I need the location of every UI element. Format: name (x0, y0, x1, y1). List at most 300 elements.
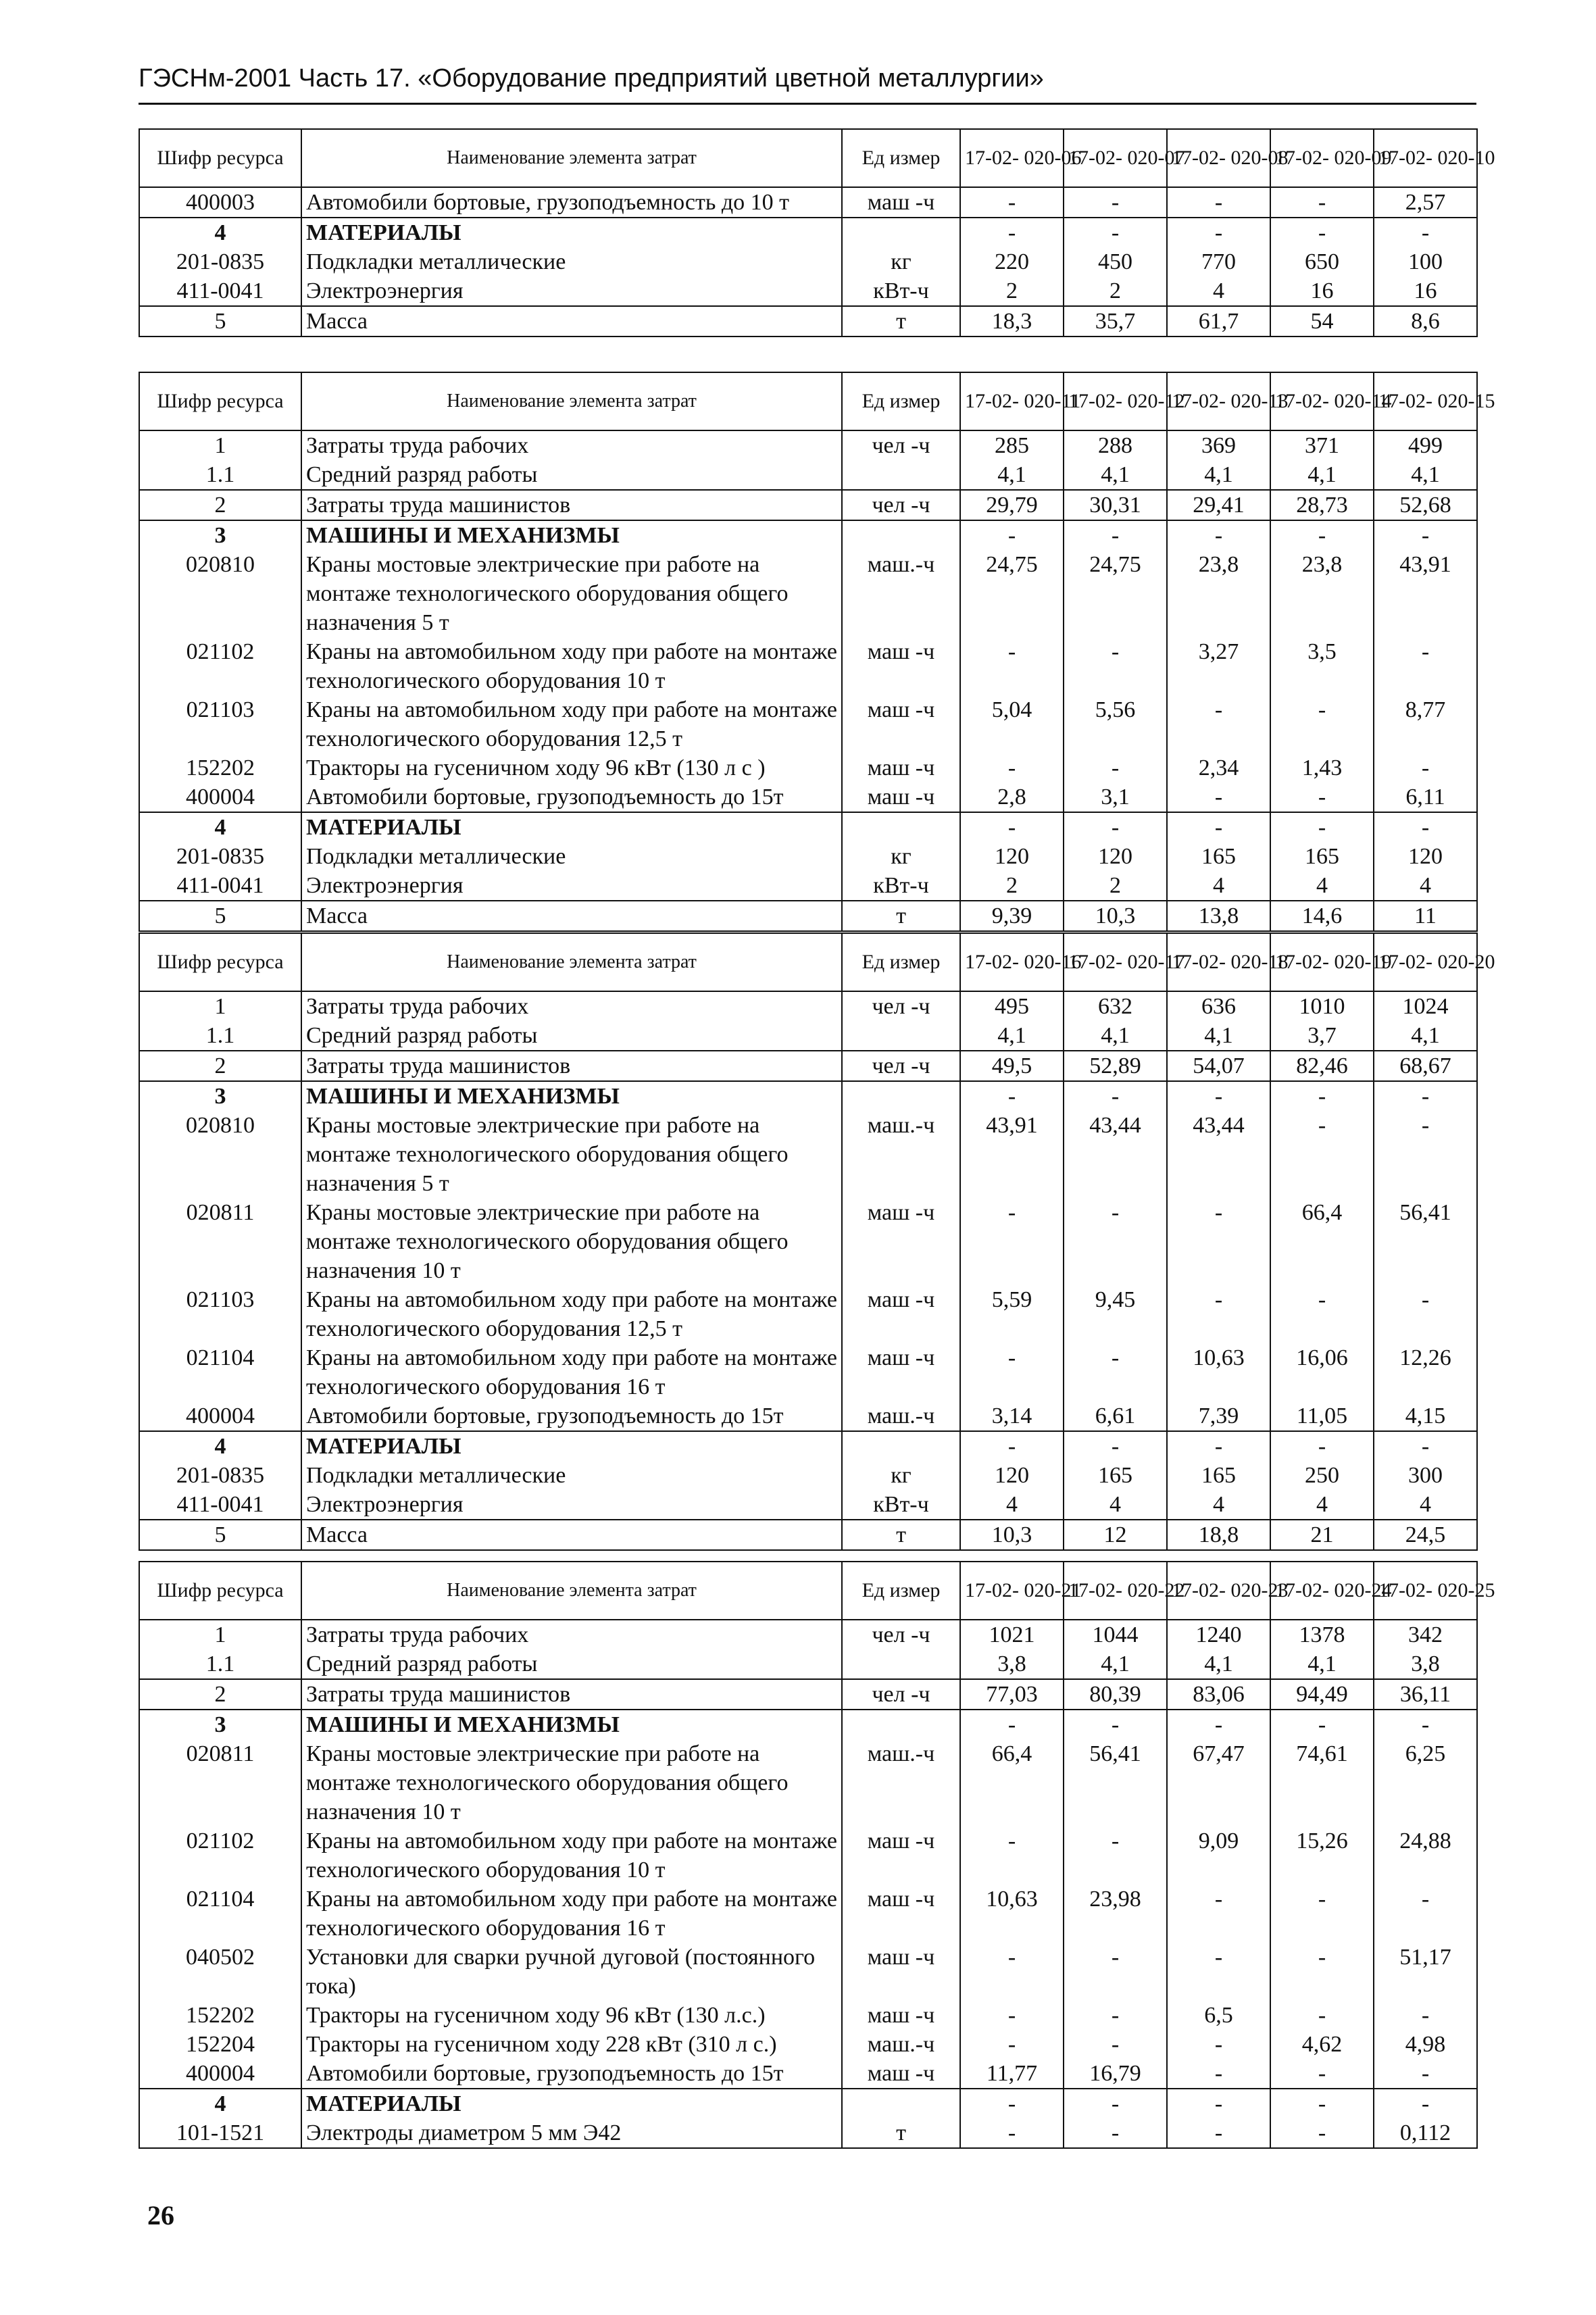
value-cell: - (960, 187, 1064, 218)
unit: кВт-ч (842, 871, 960, 901)
value-cell: - (960, 2089, 1064, 2118)
value-cell: - (1167, 1710, 1270, 1739)
unit: маш -ч (842, 1285, 960, 1343)
value-cell: 36,11 (1374, 1679, 1477, 1710)
value-cell: 68,67 (1374, 1051, 1477, 1081)
value-cell: - (1167, 2030, 1270, 2059)
resource-name: МАТЕРИАЛЫ (301, 2089, 842, 2118)
table-row (139, 901, 1477, 931)
resource-name: Установки для сварки ручной дуговой (постоянного тока) (301, 1943, 842, 2001)
table-row (139, 2089, 1477, 2118)
unit: маш -ч (842, 2059, 960, 2089)
value-cell: 43,91 (1374, 550, 1477, 637)
value-cell: - (1064, 2030, 1167, 2059)
cost-table (139, 372, 1495, 932)
table-row (139, 306, 1477, 337)
cost-table (139, 1561, 1495, 2149)
value-cell: 4 (1374, 871, 1477, 901)
value-cell: 54,07 (1167, 1051, 1270, 1081)
header-unit: Ед измер (842, 372, 960, 430)
value-cell: 495 (960, 991, 1064, 1021)
unit: чел -ч (842, 1051, 960, 1081)
resource-name: МАШИНЫ И МЕХАНИЗМЫ (301, 1081, 842, 1111)
value-cell: 21 (1270, 1520, 1374, 1550)
header-norm-code: 17-02- 020-12 (1064, 372, 1167, 430)
resource-name: Автомобили бортовые, грузоподъемность до 15т (301, 2059, 842, 2089)
resource-code: 1.1 (139, 1021, 301, 1051)
resource-code: 1 (139, 991, 301, 1021)
resource-name: Затраты труда машинистов (301, 1679, 842, 1710)
resource-name: Масса (301, 1520, 842, 1550)
value-cell: - (1167, 1285, 1270, 1343)
unit: маш -ч (842, 1885, 960, 1943)
value-cell: 16,79 (1064, 2059, 1167, 2089)
header-norm-code: 17-02- 020-20 (1374, 933, 1477, 991)
value-cell: - (1064, 2001, 1167, 2030)
value-cell: 0,112 (1374, 2118, 1477, 2148)
resource-name: Краны мостовые электрические при работе на монтаже технологического оборудования общего назначения 10 т (301, 1198, 842, 1285)
resource-code: 1.1 (139, 460, 301, 490)
value-cell: - (1064, 520, 1167, 550)
value-cell: - (1270, 1885, 1374, 1943)
resource-code: 5 (139, 306, 301, 337)
value-cell: 29,79 (960, 490, 1064, 520)
value-cell: - (960, 753, 1064, 782)
resource-code: 201-0835 (139, 842, 301, 871)
value-cell: 2 (960, 276, 1064, 306)
resource-name: Тракторы на гусеничном ходу 228 кВт (310 л с.) (301, 2030, 842, 2059)
resource-name: Масса (301, 306, 842, 337)
value-cell: - (1374, 1285, 1477, 1343)
value-cell: 371 (1270, 430, 1374, 460)
unit: маш.-ч (842, 550, 960, 637)
resource-name: Краны на автомобильном ходу при работе на монтаже технологического оборудования 10 т (301, 1826, 842, 1885)
value-cell: 15,26 (1270, 1826, 1374, 1885)
table-row (139, 520, 1477, 550)
value-cell: - (1270, 1431, 1374, 1461)
unit: кВт-ч (842, 276, 960, 306)
cost-table (139, 932, 1495, 1551)
resource-code: 021103 (139, 695, 301, 753)
table-row (139, 1826, 1477, 1885)
unit: чел -ч (842, 991, 960, 1021)
resource-name: Подкладки металлические (301, 1461, 842, 1490)
value-cell: 1024 (1374, 991, 1477, 1021)
value-cell: - (1270, 1943, 1374, 2001)
unit (842, 1021, 960, 1051)
value-cell: 3,5 (1270, 637, 1374, 695)
value-cell: 6,5 (1167, 2001, 1270, 2030)
cost-table (139, 128, 1495, 337)
resource-table-2 (139, 372, 1495, 932)
value-cell: 52,68 (1374, 490, 1477, 520)
value-cell: 10,3 (1064, 901, 1167, 931)
header-name: Наименование элемента затрат (301, 933, 842, 991)
value-cell: 12,26 (1374, 1343, 1477, 1401)
value-cell: - (1064, 1431, 1167, 1461)
table-row (139, 490, 1477, 520)
value-cell: 7,39 (1167, 1401, 1270, 1431)
value-cell: 23,98 (1064, 1885, 1167, 1943)
value-cell: - (960, 218, 1064, 247)
resource-code: 201-0835 (139, 247, 301, 276)
value-cell: - (1064, 1198, 1167, 1285)
unit: маш -ч (842, 695, 960, 753)
value-cell: - (1270, 2118, 1374, 2148)
unit: маш.-ч (842, 2030, 960, 2059)
value-cell: 650 (1270, 247, 1374, 276)
table-row (139, 460, 1477, 490)
value-cell: - (1064, 812, 1167, 842)
value-cell: 342 (1374, 1620, 1477, 1649)
value-cell: 8,6 (1374, 306, 1477, 337)
value-cell: - (1374, 2059, 1477, 2089)
value-cell: 30,31 (1064, 490, 1167, 520)
value-cell: - (960, 812, 1064, 842)
resource-code: 1.1 (139, 1649, 301, 1679)
table-row (139, 1739, 1477, 1826)
value-cell: 2 (1064, 276, 1167, 306)
unit: чел -ч (842, 1679, 960, 1710)
value-cell: - (960, 2001, 1064, 2030)
header-code: Шифр ресурса (139, 933, 301, 991)
resource-code: 152202 (139, 753, 301, 782)
unit: маш -ч (842, 637, 960, 695)
header-divider (139, 103, 1476, 105)
resource-name: Краны мостовые электрические при работе на монтаже технологического оборудования общего назначения 5 т (301, 1111, 842, 1198)
resource-name: Электроэнергия (301, 1490, 842, 1520)
value-cell: 3,27 (1167, 637, 1270, 695)
header-norm-code: 17-02- 020-21 (960, 1562, 1064, 1620)
value-cell: 10,63 (1167, 1343, 1270, 1401)
value-cell: 300 (1374, 1461, 1477, 1490)
value-cell: 285 (960, 430, 1064, 460)
value-cell: 74,61 (1270, 1739, 1374, 1826)
value-cell: 2 (1064, 871, 1167, 901)
value-cell: 9,09 (1167, 1826, 1270, 1885)
resource-name: МАТЕРИАЛЫ (301, 812, 842, 842)
header-unit: Ед измер (842, 1562, 960, 1620)
value-cell: 4,1 (1167, 1021, 1270, 1051)
value-cell: - (1167, 812, 1270, 842)
unit (842, 1081, 960, 1111)
value-cell: 4,1 (1270, 1649, 1374, 1679)
value-cell: 2,8 (960, 782, 1064, 812)
header-norm-code: 17-02- 020-14 (1270, 372, 1374, 430)
page-number: 26 (147, 2200, 174, 2231)
value-cell: 77,03 (960, 1679, 1064, 1710)
table-row (139, 637, 1477, 695)
value-cell: - (1064, 218, 1167, 247)
header-norm-code: 17-02- 020-18 (1167, 933, 1270, 991)
resource-name: Краны мостовые электрические при работе на монтаже технологического оборудования общего назначения 10 т (301, 1739, 842, 1826)
table-row (139, 1885, 1477, 1943)
table-row (139, 1520, 1477, 1550)
resource-code: 020811 (139, 1198, 301, 1285)
resource-code: 3 (139, 1710, 301, 1739)
table-row (139, 1111, 1477, 1198)
resource-code: 101-1521 (139, 2118, 301, 2148)
value-cell: - (1374, 1111, 1477, 1198)
table-row (139, 842, 1477, 871)
value-cell: 165 (1167, 842, 1270, 871)
resource-code: 4 (139, 812, 301, 842)
value-cell: 28,73 (1270, 490, 1374, 520)
table-row (139, 2001, 1477, 2030)
value-cell: 16 (1270, 276, 1374, 306)
table-header-row (139, 372, 1477, 430)
unit: маш -ч (842, 1826, 960, 1885)
table-row (139, 1710, 1477, 1739)
value-cell: 3,14 (960, 1401, 1064, 1431)
resource-code: 411-0041 (139, 276, 301, 306)
value-cell: 11 (1374, 901, 1477, 931)
value-cell: 9,39 (960, 901, 1064, 931)
header-code: Шифр ресурса (139, 372, 301, 430)
value-cell: - (1270, 2089, 1374, 2118)
header-name: Наименование элемента затрат (301, 1562, 842, 1620)
value-cell: 4 (1270, 871, 1374, 901)
table-row (139, 2030, 1477, 2059)
value-cell: - (1270, 218, 1374, 247)
resource-name: Подкладки металлические (301, 247, 842, 276)
value-cell: 12 (1064, 1520, 1167, 1550)
value-cell: 4 (1064, 1490, 1167, 1520)
unit: маш.-ч (842, 1111, 960, 1198)
table-row (139, 1431, 1477, 1461)
value-cell: - (1374, 1885, 1477, 1943)
resource-code: 2 (139, 490, 301, 520)
value-cell: - (1270, 2001, 1374, 2030)
unit: т (842, 901, 960, 931)
value-cell: - (1167, 782, 1270, 812)
value-cell: 29,41 (1167, 490, 1270, 520)
value-cell: - (1374, 1081, 1477, 1111)
table-row (139, 695, 1477, 753)
value-cell: 3,8 (960, 1649, 1064, 1679)
value-cell: 11,05 (1270, 1401, 1374, 1431)
value-cell: 43,44 (1167, 1111, 1270, 1198)
value-cell: - (1064, 1826, 1167, 1885)
value-cell: - (1167, 695, 1270, 753)
value-cell: - (960, 1343, 1064, 1401)
value-cell: - (1374, 753, 1477, 782)
resource-code: 152202 (139, 2001, 301, 2030)
value-cell: - (960, 1198, 1064, 1285)
value-cell: 1378 (1270, 1620, 1374, 1649)
value-cell: 13,8 (1167, 901, 1270, 931)
resource-code: 1 (139, 430, 301, 460)
value-cell: 66,4 (1270, 1198, 1374, 1285)
resource-name: Краны на автомобильном ходу при работе на монтаже технологического оборудования 12,5 т (301, 695, 842, 753)
resource-code: 021104 (139, 1885, 301, 1943)
value-cell: - (1167, 1081, 1270, 1111)
value-cell: - (1064, 1343, 1167, 1401)
value-cell: - (1167, 187, 1270, 218)
value-cell: 61,7 (1167, 306, 1270, 337)
table-header-row (139, 129, 1477, 187)
value-cell: 24,88 (1374, 1826, 1477, 1885)
value-cell: 4,1 (1167, 460, 1270, 490)
table-row (139, 1081, 1477, 1111)
resource-code: 3 (139, 1081, 301, 1111)
resource-code: 4 (139, 1431, 301, 1461)
header-norm-code: 17-02- 020-16 (960, 933, 1064, 991)
value-cell: 4,1 (1064, 1649, 1167, 1679)
value-cell: 52,89 (1064, 1051, 1167, 1081)
value-cell: 35,7 (1064, 306, 1167, 337)
resource-code: 021102 (139, 637, 301, 695)
table-row (139, 2118, 1477, 2148)
unit: т (842, 306, 960, 337)
resource-name: Краны на автомобильном ходу при работе на монтаже технологического оборудования 10 т (301, 637, 842, 695)
resource-name: МАШИНЫ И МЕХАНИЗМЫ (301, 520, 842, 550)
resource-name: Затраты труда рабочих (301, 1620, 842, 1649)
table-row (139, 1198, 1477, 1285)
resource-name: Автомобили бортовые, грузоподъемность до 15т (301, 782, 842, 812)
resource-code: 021102 (139, 1826, 301, 1885)
resource-name: Затраты труда рабочих (301, 430, 842, 460)
value-cell: 43,91 (960, 1111, 1064, 1198)
value-cell: - (960, 2030, 1064, 2059)
unit: маш -ч (842, 187, 960, 218)
value-cell: 8,77 (1374, 695, 1477, 753)
resource-name: Краны мостовые электрические при работе на монтаже технологического оборудования общего назначения 5 т (301, 550, 842, 637)
value-cell: - (960, 637, 1064, 695)
resource-name: Подкладки металлические (301, 842, 842, 871)
value-cell: - (960, 1081, 1064, 1111)
value-cell: - (1167, 1943, 1270, 2001)
value-cell: - (1167, 218, 1270, 247)
value-cell: 4,62 (1270, 2030, 1374, 2059)
value-cell: 56,41 (1374, 1198, 1477, 1285)
value-cell: 120 (1374, 842, 1477, 871)
table-row (139, 2059, 1477, 2089)
value-cell: 165 (1270, 842, 1374, 871)
header-norm-code: 17-02- 020-11 (960, 372, 1064, 430)
value-cell: 636 (1167, 991, 1270, 1021)
value-cell: 6,11 (1374, 782, 1477, 812)
resource-code: 400004 (139, 782, 301, 812)
value-cell: 9,45 (1064, 1285, 1167, 1343)
resource-name: Электроды диаметром 5 мм Э42 (301, 2118, 842, 2148)
resource-table-3 (139, 932, 1495, 1551)
table-row (139, 782, 1477, 812)
table-row (139, 218, 1477, 247)
value-cell: 11,77 (960, 2059, 1064, 2089)
value-cell: - (1270, 1111, 1374, 1198)
value-cell: - (1167, 2059, 1270, 2089)
value-cell: - (1064, 1081, 1167, 1111)
resource-table-1 (139, 128, 1495, 337)
header-name: Наименование элемента затрат (301, 129, 842, 187)
table-row (139, 430, 1477, 460)
resource-code: 201-0835 (139, 1461, 301, 1490)
table-row (139, 1649, 1477, 1679)
value-cell: - (1167, 1885, 1270, 1943)
value-cell: 10,63 (960, 1885, 1064, 1943)
resource-code: 152204 (139, 2030, 301, 2059)
resource-code: 021103 (139, 1285, 301, 1343)
resource-code: 1 (139, 1620, 301, 1649)
value-cell: 3,1 (1064, 782, 1167, 812)
value-cell: 10,3 (960, 1520, 1064, 1550)
value-cell: 165 (1167, 1461, 1270, 1490)
value-cell: - (1270, 2059, 1374, 2089)
table-row (139, 247, 1477, 276)
value-cell: 14,6 (1270, 901, 1374, 931)
resource-name: Электроэнергия (301, 276, 842, 306)
value-cell: 2,34 (1167, 753, 1270, 782)
table-row (139, 1679, 1477, 1710)
value-cell: 369 (1167, 430, 1270, 460)
unit (842, 218, 960, 247)
value-cell: - (1374, 218, 1477, 247)
table-row (139, 1490, 1477, 1520)
value-cell: 43,44 (1064, 1111, 1167, 1198)
value-cell: 66,4 (960, 1739, 1064, 1826)
header-norm-code: 17-02- 020-08 (1167, 129, 1270, 187)
resource-name: Автомобили бортовые, грузоподъемность до 15т (301, 1401, 842, 1431)
resource-code: 5 (139, 1520, 301, 1550)
header-norm-code: 17-02- 020-17 (1064, 933, 1167, 991)
header-code: Шифр ресурса (139, 1562, 301, 1620)
value-cell: - (1064, 2118, 1167, 2148)
header-norm-code: 17-02- 020-13 (1167, 372, 1270, 430)
unit (842, 460, 960, 490)
resource-table-4 (139, 1561, 1495, 2149)
value-cell: 2,57 (1374, 187, 1477, 218)
value-cell: - (960, 520, 1064, 550)
value-cell: - (1270, 812, 1374, 842)
value-cell: 4 (960, 1490, 1064, 1520)
unit (842, 812, 960, 842)
value-cell: 56,41 (1064, 1739, 1167, 1826)
header-norm-code: 17-02- 020-23 (1167, 1562, 1270, 1620)
value-cell: - (960, 2118, 1064, 2148)
unit: чел -ч (842, 430, 960, 460)
value-cell: 1010 (1270, 991, 1374, 1021)
value-cell: 4,1 (1374, 460, 1477, 490)
value-cell: 4,1 (1064, 1021, 1167, 1051)
table-row (139, 1620, 1477, 1649)
header-name: Наименование элемента затрат (301, 372, 842, 430)
unit: маш -ч (842, 1943, 960, 2001)
resource-name: МАТЕРИАЛЫ (301, 1431, 842, 1461)
value-cell: 4,98 (1374, 2030, 1477, 2059)
unit: кг (842, 842, 960, 871)
value-cell: 4,1 (1064, 460, 1167, 490)
value-cell: 4 (1167, 871, 1270, 901)
unit: маш -ч (842, 782, 960, 812)
value-cell: 4,1 (1167, 1649, 1270, 1679)
value-cell: - (960, 1943, 1064, 2001)
value-cell: 67,47 (1167, 1739, 1270, 1826)
resource-code: 040502 (139, 1943, 301, 2001)
resource-code: 3 (139, 520, 301, 550)
value-cell: - (1064, 187, 1167, 218)
header-norm-code: 17-02- 020-22 (1064, 1562, 1167, 1620)
value-cell: - (1064, 1710, 1167, 1739)
value-cell: - (960, 1710, 1064, 1739)
table-row (139, 1343, 1477, 1401)
value-cell: 120 (960, 842, 1064, 871)
header-code: Шифр ресурса (139, 129, 301, 187)
value-cell: 250 (1270, 1461, 1374, 1490)
unit: маш -ч (842, 1198, 960, 1285)
value-cell: - (1270, 1710, 1374, 1739)
value-cell: - (1270, 520, 1374, 550)
